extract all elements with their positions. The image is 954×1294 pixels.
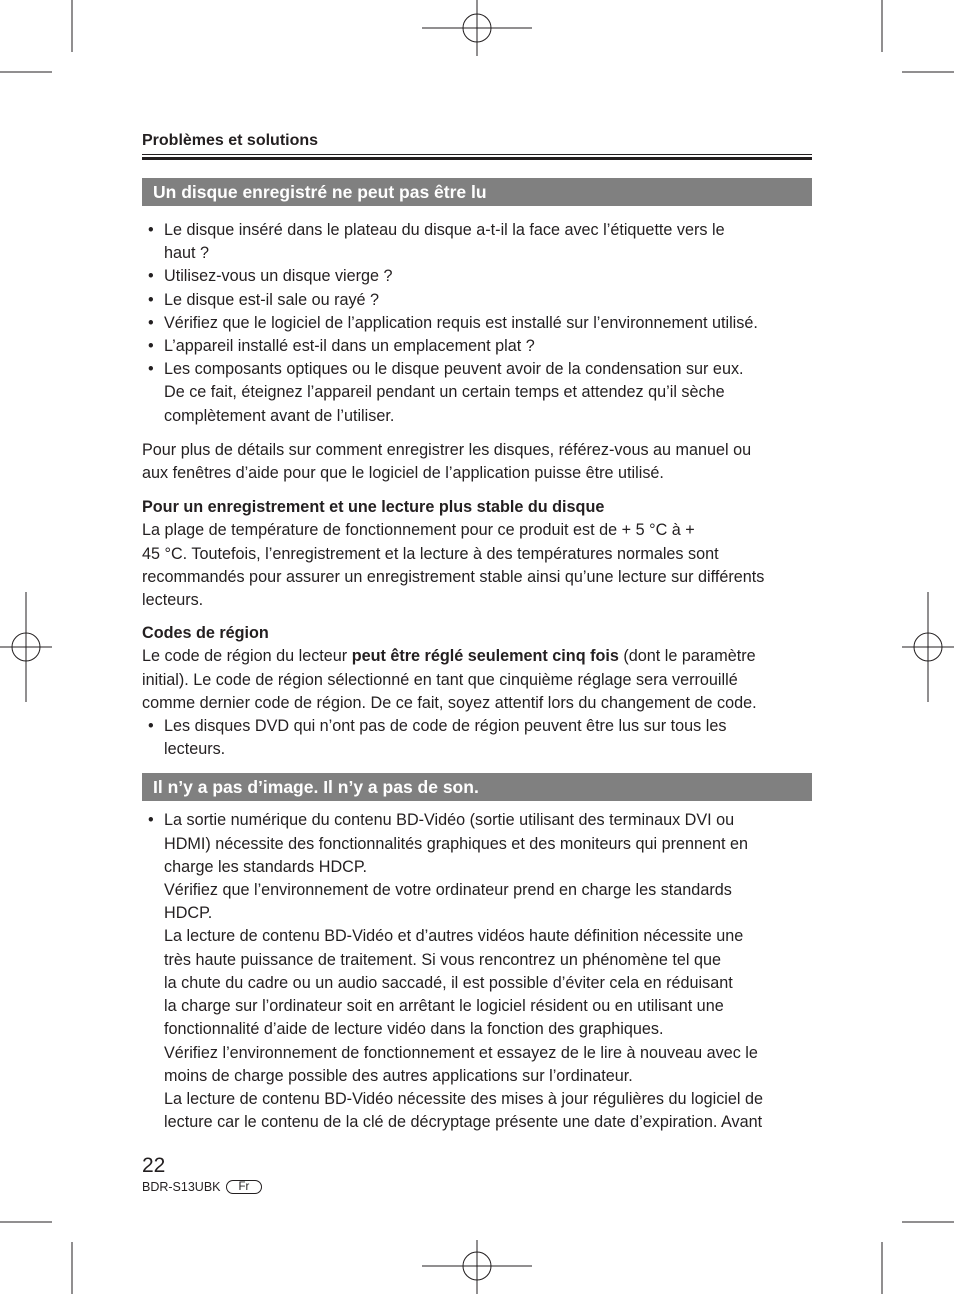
- bullet-symbol: •: [148, 717, 154, 736]
- bullet-symbol: •: [148, 337, 154, 356]
- header-rule-thin: [142, 154, 812, 155]
- footer-model: [142, 1179, 262, 1195]
- model-number: BDR-S13UBK: [142, 1180, 221, 1194]
- section-title-no-image-no-sound: Il n’y a pas d’image. Il n’y a pas de son.: [142, 773, 812, 801]
- list-item: • Utilisez-vous un disque vierge ?: [142, 265, 812, 288]
- header-rule-thick: [142, 157, 812, 160]
- stable-recording-heading: Pour un enregistrement et une lecture plus stable du disque: [142, 498, 605, 517]
- list-item: • Les composants optiques ou le disque peuvent avoir de la condensation sur eux. De ce fait, éteignez l’appareil pendant un certain temps et attendez qu’il sèche complètement avant de l’utiliser.: [148, 360, 744, 425]
- bullet-symbol: •: [148, 221, 154, 239]
- temperature-paragraph: La plage de température de fonctionnement pour ce produit est de + 5 °C à + 45 °C. Toutefois, l’enregistrement et la lecture à des températures normales sont recommandés pour assurer un enregistrement stable ainsi qu’une lecture sur différents lecteurs.: [142, 521, 765, 610]
- list-item: • Les disques DVD qui n’ont pas de code de région peuvent être lus sur tous les lecteurs.: [148, 717, 727, 759]
- bullet-symbol: •: [148, 811, 154, 830]
- bullet-symbol: •: [148, 313, 154, 332]
- region-codes-heading: Codes de région: [142, 624, 269, 643]
- page-number: 22: [142, 1154, 166, 1177]
- bullet-symbol: •: [148, 267, 154, 286]
- page-content: [142, 128, 812, 1134]
- list-item: • Le disque inséré dans le plateau du disque a-t-il la face avec l’étiquette vers le haut ?: [148, 221, 725, 263]
- list-item: • Vérifiez que le logiciel de l’application requis est installé sur l’environnement utilisé.: [142, 312, 812, 335]
- no-image-checklist: [142, 809, 812, 1134]
- section-title-disc-not-read: Un disque enregistré ne peut pas être lu: [142, 178, 812, 206]
- list-item: • La sortie numérique du contenu BD-Vidéo (sortie utilisant des terminaux DVI ou HDMI) nécessite des fonctionnalités graphiques et des moniteurs qui prennent en charge les standards HDCP. Vérifiez que l’environnement de votre ordinateur prend en charge les standards HDCP. La lecture de contenu BD-Vidéo et d’autres vidéos haute définition nécessite une très haute puissance de traitement. Si vous rencontrez un phénomène tel que la chute du cadre ou un audio saccadé, il est possible d’éviter cela en réduisant la charge sur l’ordinateur soit en arrêtant le logiciel résident ou en utilisant une fonctionnalité d’aide de lecture vidéo dans la fonction des graphiques. Vérifiez l’environnement de fonctionnement et essayez de le lire à nouveau avec le moins de charge possible des autres applications sur l’ordinateur. La lecture de contenu BD-Vidéo nécessite des mises à jour régulières du logiciel de lecture car le contenu de la clé de décryptage présente une date d’expiration. Avant: [148, 811, 763, 1132]
- language-badge: Fr: [226, 1180, 263, 1194]
- details-paragraph: Pour plus de détails sur comment enregistrer les disques, référez-vous au manuel ou aux fenêtres d’aide pour que le logiciel de l’application puisse être utilisé.: [142, 440, 752, 483]
- list-item: • L’appareil installé est-il dans un emplacement plat ?: [142, 335, 812, 358]
- region-emphasis: peut être réglé seulement cinq fois: [351, 647, 619, 666]
- bullet-symbol: •: [148, 360, 154, 379]
- disc-checklist: [142, 219, 812, 428]
- region-paragraph: Le code de région du lecteur peut être réglé seulement cinq fois (dont le paramètre initial). Le code de région sélectionné en tant que cinquième réglage sera verrouillé comme dernier code de région. De ce fait, soyez attentif lors du changement de code.: [142, 647, 757, 712]
- list-item: • Le disque est-il sale ou rayé ?: [142, 289, 812, 312]
- bullet-symbol: •: [148, 290, 154, 309]
- running-head: Problèmes et solutions: [142, 132, 319, 149]
- region-notes: [142, 715, 812, 761]
